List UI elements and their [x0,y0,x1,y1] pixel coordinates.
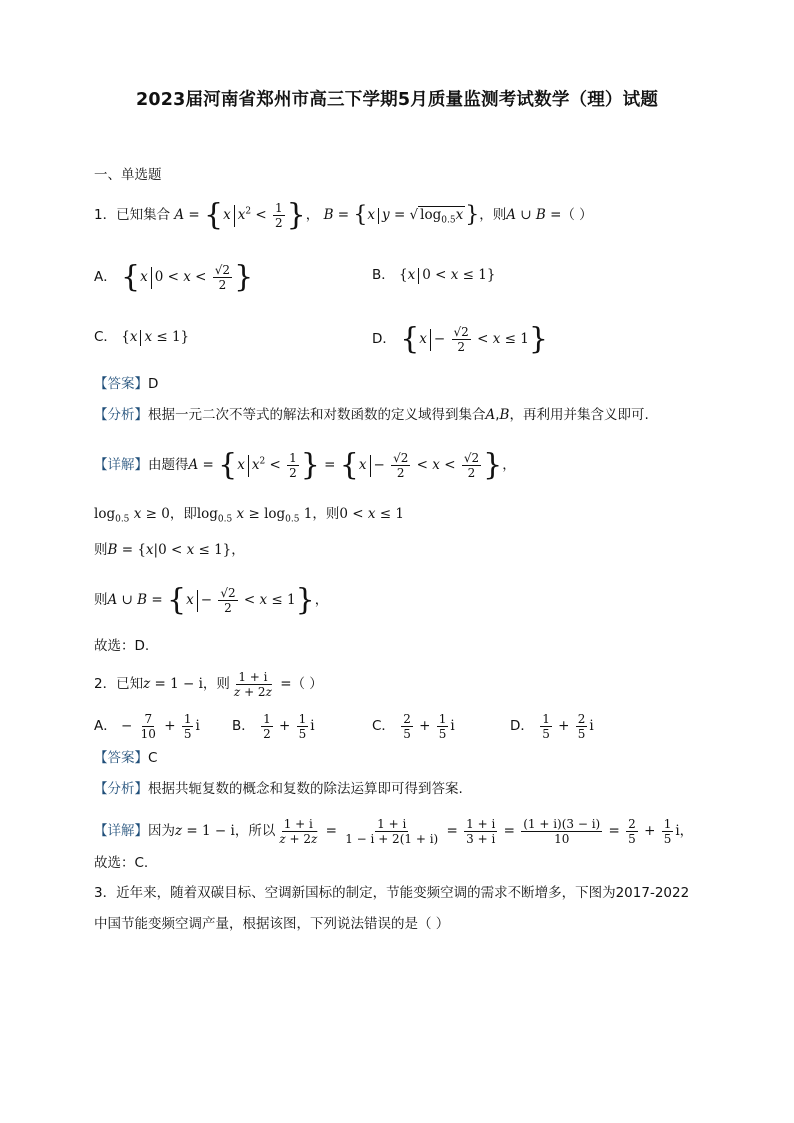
q3-stem-line1: 3．近年来，随着双碳目标、空调新国标的制定，节能变频空调的需求不断增多，下图为2017-2022 [94,885,690,901]
q1-detail-step2: $\log_{0.5} x \ge 0$，即$\log_{0.5} x \ge \log_{0.5} 1$，则0 < x ≤ 1 [94,506,404,525]
q2-answer: 【答案】C [94,750,158,766]
section-heading: 一、单选题 [94,167,162,183]
q3-stem-line2: 中国节能变频空调产量，根据该图，下列说法错误的是（ ） [94,916,450,932]
q2-choose: 故选：C. [94,855,149,871]
q2-analysis: 【分析】根据共轭复数的概念和复数的除法运算即可得到答案. [94,781,463,797]
q1-detail-step1: 【详解】由题得A = {x $x^2$ < $\frac{1}{2}$ } = {x − $\frac{√2}{2}$ < x < $\frac{√2}{2}$ }， [94,447,516,483]
q2-option-c: C． $\frac{2}{5}$ + $\frac{1}{5}$ i [372,712,455,741]
q1-option-c: C． {x x ≤ 1} [94,329,190,345]
q2-option-b: B． $\frac{1}{2}$ + $\frac{1}{5}$ i [232,712,315,741]
q1-option-d: D． {x − $\frac{√2}{2}$ < x ≤ 1} [372,321,548,357]
q2-option-d: D． $\frac{1}{5}$ + $\frac{2}{5}$ i [510,712,594,741]
q2-detail: 【详解】因为z = 1 − i，所以 $\frac{1 + i}{z + 2\overline{z}}$ = $\frac{1 + i}{1 - i + 2(1 + i)}$ = $\frac{1 + i}{3 + i}$ = $\frac{(1 + i)(3 - i)}{10}$ = $\frac{2}{5}$ + $\frac{1}{5}$ i， [94,817,694,846]
q1-analysis: 【分析】根据一元二次不等式的解法和对数函数的定义域得到集合A,B，再利用并集含义即可. [94,407,649,423]
page-title: 2023届河南省郑州市高三下学期5月质量监测考试数学（理）试题 [135,90,659,110]
q1-option-b: B． {x 0 < x ≤ 1} [372,267,496,283]
q1-detail-step3: 则B = {x|0 < x ≤ 1}， [94,542,245,558]
q1-stem: 1．已知集合 A = {x $x^2$ < $\frac{1}{2}$ }， B = {x y = √ $\log_{0.5}x$}，则A ∪ B =（ ） [94,197,593,233]
q1-option-a: A． {x 0 < x < $\frac{√2}{2}$ } [94,259,254,295]
q2-option-a: A． − $\frac{7}{10}$ + $\frac{1}{5}$ i [94,712,200,741]
q1-choose: 故选：D. [94,638,150,654]
q2-stem: 2．已知z = 1 − i，则 $\frac{1 + i}{z + 2\overline{z}}$ =（ ） [94,670,323,699]
q1-detail-step4: 则A ∪ B = {x − $\frac{√2}{2}$ < x ≤ 1}， [94,582,329,618]
q1-answer: 【答案】D [94,376,159,392]
